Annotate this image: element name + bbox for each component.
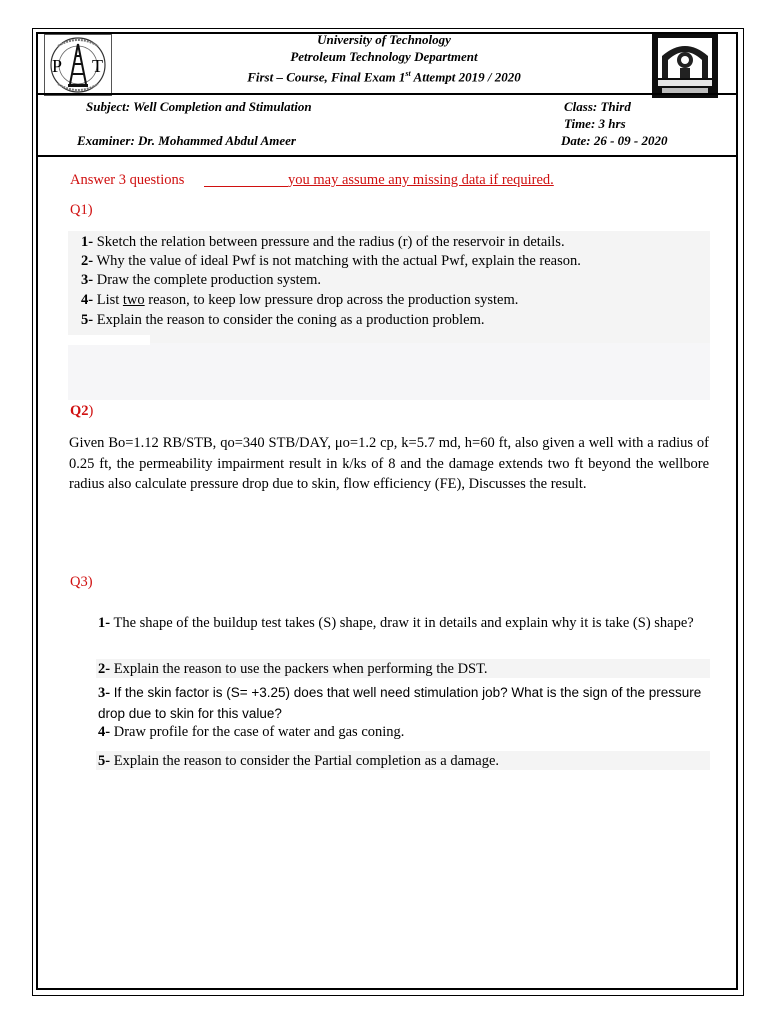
exam-title: First – Course, Final Exam 1st Attempt 2019 / 2020 xyxy=(247,69,521,85)
q1-label: Q1) xyxy=(70,202,93,218)
meta-divider xyxy=(36,155,738,157)
q1-shaded-tail xyxy=(68,343,710,400)
q3-item-1: 1- The shape of the buildup test takes (S) shape, draw it in details and explain why it is take (S) shape? xyxy=(98,615,694,631)
university-name: University of Technology xyxy=(317,32,451,47)
q3-item-3: 3- If the skin factor is (S= +3.25) does that well need stimulation job? What is the sign of the pressure drop due to skin for this value? xyxy=(98,685,702,721)
exam-class: Class: Third xyxy=(564,99,631,114)
q1-item-3: 3- Draw the complete production system. xyxy=(81,272,322,288)
logo-letter-t: T xyxy=(92,56,103,76)
q3-item-4: 4- Draw profile for the case of water and gas coning. xyxy=(98,724,405,740)
header-divider xyxy=(36,93,738,95)
instruction-answer-count: Answer 3 questions xyxy=(70,172,185,188)
logo-letter-p: P xyxy=(52,56,63,76)
q1-item-5: 5- Explain the reason to consider the coning as a production problem. xyxy=(81,312,485,328)
q1-shade-notch xyxy=(68,335,150,345)
exam-time: Time: 3 hrs xyxy=(564,116,626,131)
instruction-spacer-underline xyxy=(204,186,288,187)
q2-label: Q2) xyxy=(70,403,94,419)
exam-examiner: Examiner: Dr. Mohammed Abdul Ameer xyxy=(77,133,296,148)
q1-item-2: 2- Why the value of ideal Pwf is not matching with the actual Pwf, explain the reason. xyxy=(81,253,581,269)
q3-item-5: 5- Explain the reason to consider the Partial completion as a damage. xyxy=(98,753,500,769)
q1-item-4: 4- List two reason, to keep low pressure drop across the production system. xyxy=(81,292,519,308)
exam-subject: Subject: Well Completion and Stimulation xyxy=(86,99,312,114)
department-name: Petroleum Technology Department xyxy=(290,49,478,64)
instruction-missing-data: you may assume any missing data if required. xyxy=(288,172,554,188)
q1-item-1: 1- Sketch the relation between pressure and the radius (r) of the reservoir in details. xyxy=(81,234,565,250)
q2-text: Given Bo=1.12 RB/STB, qo=340 STB/DAY, μo=1.2 cp, k=5.7 md, h=60 ft, also given a well with a radius of 0.25 ft, the permeability impairment result in k/ks of 8 and the damage extends two ft beyond the wellbore radius also calculate pressure drop due to skin, flow efficiency (FE), Discusses the result. xyxy=(69,435,709,492)
q3-label: Q3) xyxy=(70,574,93,590)
q3-item-2: 2- Explain the reason to use the packers when performing the DST. xyxy=(98,661,488,677)
exam-date: Date: 26 - 09 - 2020 xyxy=(561,133,668,148)
